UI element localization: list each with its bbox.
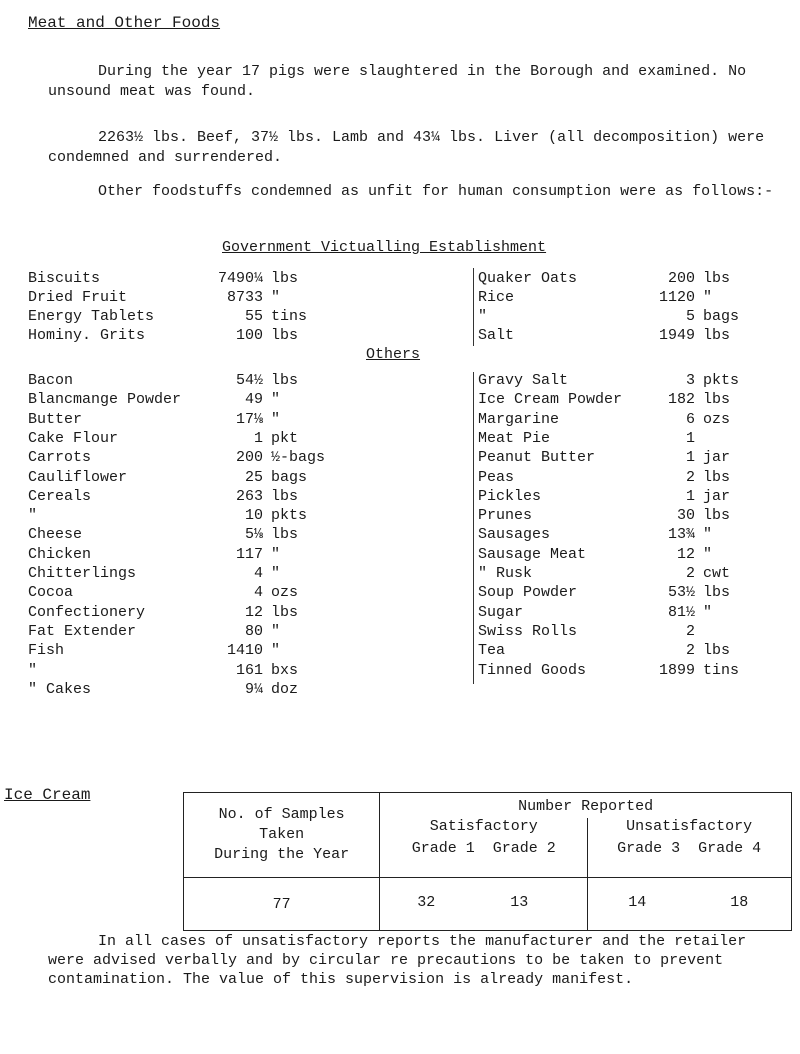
item-quantity: 200 [667,270,695,287]
item-name: Bacon [28,372,74,389]
item-quantity: 2 [685,565,695,582]
item-name: Fat Extender [28,622,137,640]
grade-2-label: Grade 2 [492,840,556,857]
paragraph-other-foodstuffs: Other foodstuffs condemned as unfit for human consumption were as follows:- [98,183,774,200]
ice-cream-heading: Ice Cream [4,786,91,804]
ice-cream-table [183,792,792,931]
grades-value-cell [380,878,792,931]
item-name: Cake Flour [28,429,119,447]
item-unit: " [703,526,713,544]
item-name: Salt [478,327,515,344]
item-quantity: 25 [244,468,263,486]
item-name: Sausage Meat [478,545,587,563]
item-name: " [28,661,38,679]
item-quantity: 200 [235,449,263,467]
item-quantity: 117 [235,545,263,563]
government-column-divider [473,268,474,346]
item-name: Ice Cream Powder [478,391,623,409]
item-quantity: 2 [685,468,695,486]
item-unit: ozs [271,584,299,602]
item-quantity: 1 [685,429,695,447]
item-quantity: 55 [244,308,263,325]
item-name: Peanut Butter [478,449,596,467]
item-quantity: 6 [685,410,695,428]
item-quantity: 7490¼ [217,270,263,287]
item-name: Tea [478,642,506,660]
item-quantity: 30 [676,507,695,525]
government-heading: Government Victualling Establishment [222,239,547,256]
item-quantity: 263 [235,487,263,505]
item-unit: " [703,603,713,621]
item-unit: " [271,545,281,563]
paragraph-pigs: During the year 17 pigs were slaughtered in the Borough and examined. No unsound meat was found. [48,63,747,100]
item-unit: " [271,289,281,306]
item-name: Fish [28,642,65,660]
samples-header-line-1: No. of Samples [218,806,345,823]
item-quantity: 161 [235,661,263,679]
item-name: Gravy Salt [478,372,569,389]
item-unit: pkt [271,429,299,447]
item-name: Confectionery [28,603,146,621]
item-unit: tins [703,661,740,679]
item-name: Sausages [478,526,551,544]
item-quantity: 1120 [658,289,695,306]
item-name: Rice [478,289,515,306]
item-name: Quaker Oats [478,270,578,287]
item-name: " [478,308,488,325]
item-name: " [28,507,38,525]
grade-4-label: Grade 4 [698,840,762,857]
grade-3-value: 14 [628,894,647,911]
item-name: Chicken [28,545,92,563]
item-unit: tins [271,308,308,325]
item-unit: " [271,410,281,428]
item-unit: pkts [703,372,740,389]
item-unit: ½-bags [271,449,326,467]
item-name: Cereals [28,487,92,505]
item-name: Soup Powder [478,584,578,602]
item-quantity: 81½ [667,603,695,621]
item-quantity: 5 [685,308,695,325]
item-unit: bxs [271,661,299,679]
item-name: Swiss Rolls [478,622,578,640]
item-quantity: 8733 [226,289,263,306]
item-unit: lbs [271,487,299,505]
item-quantity: 1410 [226,642,263,660]
item-name: Prunes [478,507,533,525]
item-unit: lbs [703,270,731,287]
item-name: Tinned Goods [478,661,587,679]
samples-value-cell [184,878,380,931]
item-unit: lbs [703,507,731,525]
grade-3-label: Grade 3 [617,840,681,857]
item-unit: lbs [703,468,731,486]
item-name: Cocoa [28,584,74,602]
item-quantity: 13¾ [667,526,695,544]
item-unit: " [271,391,281,409]
item-quantity: 1949 [658,327,695,344]
item-quantity: 4 [253,584,263,602]
item-name: Carrots [28,449,92,467]
grade-4-value: 18 [730,894,749,911]
item-unit: pkts [271,507,308,525]
item-name: Energy Tablets [28,308,155,325]
item-name: Chitterlings [28,565,137,582]
item-quantity: 182 [667,391,695,409]
item-quantity: 17⅛ [235,410,263,428]
item-quantity: 1 [253,429,263,447]
item-unit: ozs [703,410,731,428]
item-unit: lbs [271,372,299,389]
grade-2-value: 13 [510,894,529,911]
item-unit: lbs [703,327,731,344]
item-name: Biscuits [28,270,101,287]
item-name: Cauliflower [28,468,128,486]
item-unit: doz [271,680,299,698]
item-unit: lbs [703,642,731,660]
number-reported-header-cell [380,793,792,878]
item-unit: jar [703,487,731,505]
item-name: " Cakes [28,680,92,698]
item-quantity: 1899 [658,661,695,679]
item-unit: bags [271,468,308,486]
grade-1-value: 32 [417,894,436,911]
item-unit: " [271,642,281,660]
closing-paragraph: In all cases of unsatisfactory reports the manufacturer and the retailer were advised verbally and by circular re precautions to be taken to prevent contamination. The value of this supervision is already manifest. [48,933,747,988]
item-unit: lbs [703,584,731,602]
item-unit: bags [703,308,740,325]
item-quantity: 4 [253,565,263,582]
samples-header-cell [184,793,380,878]
satisfactory-label: Satisfactory [429,818,538,835]
item-name: Dried Fruit [28,289,128,306]
others-heading: Others [366,346,421,363]
item-unit: lbs [271,327,299,344]
item-unit: lbs [271,603,299,621]
paragraph-beef: 2263½ lbs. Beef, 37½ lbs. Lamb and 43¼ lbs. Liver (all decomposition) were condemned and surrendered. [48,129,765,166]
grade-1-label: Grade 1 [411,840,475,857]
item-name: Blancmange Powder [28,391,182,409]
item-name: Margarine [478,410,560,428]
item-name: Meat Pie [478,429,551,447]
item-quantity: 12 [676,545,695,563]
number-reported-label: Number Reported [518,798,654,815]
item-quantity: 1 [685,449,695,467]
item-quantity: 12 [244,603,263,621]
item-unit: lbs [703,391,731,409]
item-unit: cwt [703,565,731,582]
samples-value: 77 [272,895,291,913]
item-name: Butter [28,410,83,428]
item-quantity: 100 [235,327,263,344]
item-quantity: 2 [685,642,695,660]
samples-header-line-2: Taken [259,826,305,843]
item-quantity: 5⅛ [244,526,263,544]
item-name: Peas [478,468,515,486]
item-unit: " [703,289,713,306]
unsatisfactory-label: Unsatisfactory [626,818,753,835]
page-title: Meat and Other Foods [28,14,221,32]
item-unit: " [271,622,281,640]
item-name: Pickles [478,487,542,505]
item-quantity: 49 [244,391,263,409]
item-quantity: 54½ [235,372,263,389]
item-quantity: 10 [244,507,263,525]
item-quantity: 3 [685,372,695,389]
others-column-divider [473,372,474,684]
samples-header-line-3: During the Year [214,846,350,863]
item-unit: " [271,565,281,582]
item-quantity: 2 [685,622,695,640]
item-quantity: 1 [685,487,695,505]
item-name: Cheese [28,526,83,544]
item-unit: " [703,545,713,563]
item-unit: lbs [271,526,299,544]
item-quantity: 80 [244,622,263,640]
item-unit: lbs [271,270,299,287]
item-name: Hominy. Grits [28,327,146,344]
item-unit: jar [703,449,731,467]
item-name: " Rusk [478,565,533,582]
item-name: Sugar [478,603,524,621]
item-quantity: 9¼ [244,680,263,698]
item-quantity: 53½ [667,584,695,602]
